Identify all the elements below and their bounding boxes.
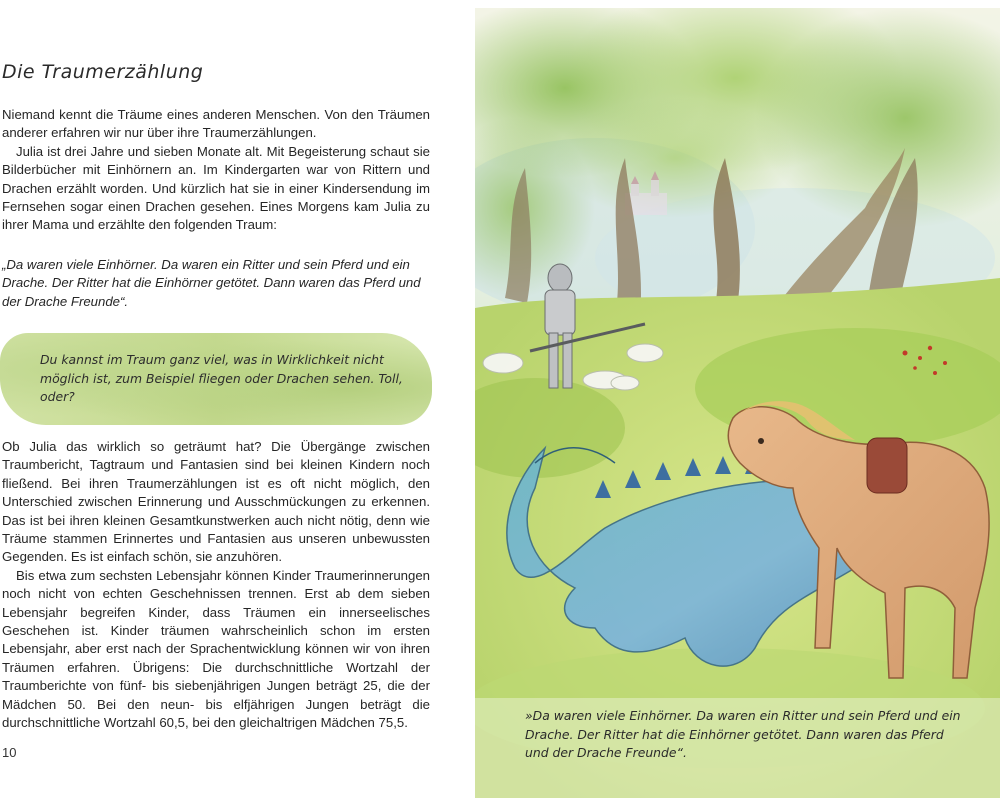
left-page (0, 0, 440, 800)
page-title: Die Traumerzählung (2, 61, 204, 83)
illustration (475, 8, 1000, 798)
intro-text (2, 106, 430, 235)
page-number: 10 (2, 745, 17, 760)
dream-quote: „Da waren viele Einhörner. Da waren ein Ritter und sein Pferd und ein Drache. Der Ritter hat die Einhörner getötet. Dann waren das Pferd und der Drache Freunde“. (2, 257, 421, 309)
callout-text: Du kannst im Traum ganz viel, was in Wirklichkeit nicht möglich ist, zum Beispiel fliegen oder Drachen sehen. Toll, oder? (40, 352, 403, 405)
watercolor-illustration (475, 8, 1000, 798)
body-text (2, 438, 430, 733)
intro-paragraph-1: Niemand kennt die Träume eines anderen Menschen. Von den Träumen anderer erfahren wir nur über ihre Traumerzählungen. (2, 107, 430, 141)
intro-paragraph-2: Julia ist drei Jahre und sieben Monate alt. Mit Begeisterung schaut sie Bilderbücher mit Einhörnern an. Im Kindergarten war von Rittern und Drachen erzählt worden. Und kürzlich hat sie in einer Kindersendung im Fernsehen sogar einen Drachen gesehen. Eines Morgens kam Julia zu ihrer Mama und erzählte den folgenden Traum: (2, 143, 430, 233)
body-paragraph-2: Bis etwa zum sechsten Lebensjahr können Kinder Traumerinnerungen noch nicht von echten Geschehnissen trennen. Erst ab dem sieben Lebensjahr begreifen Kinder, dass Träumen ein innerseelisches Geschehen ist. Kinder träumen wahrscheinlich schon im ersten Lebensjahr, aber erst nach der Sprachentwicklung können wir von ihren Träumen erfahren. Übrigens: Die durchschnittliche Wortzahl der Traumberichte von fünf- bis siebenjährigen Jungen beträgt 25, die der Mädchen 50. Bei den neun- bis elfjährigen Jungen beträgt die durchschnittliche Wortzahl 60,5, bei den gleichaltrigen Mädchen 75,5. (2, 567, 430, 731)
callout-box (0, 333, 432, 425)
illustration-caption: »Da waren viele Einhörner. Da waren ein Ritter und sein Pferd und ein Drache. Der Ritter hat die Einhörner getötet. Dann waren das Pferd und der Drache Freunde“. (525, 708, 961, 761)
body-paragraph-1: Ob Julia das wirklich so geträumt hat? Die Übergänge zwischen Traumbericht, Tagtraum und Fantasien sind bei kleinen Kindern noch fließend. Bei ihren Traumerzählungen ist es oft nicht möglich, den Unterschied zwischen Erinnerung und Ausschmückungen zu erkennen. Das ist bei ihren kleinen Gesamtkunstwerken auch nicht nötig, denn wie Träume stammen Erinnertes und Fantasien aus unseren unbewussten Gegenden. Es ist einfach schön, sie anzuhören. (2, 439, 430, 565)
